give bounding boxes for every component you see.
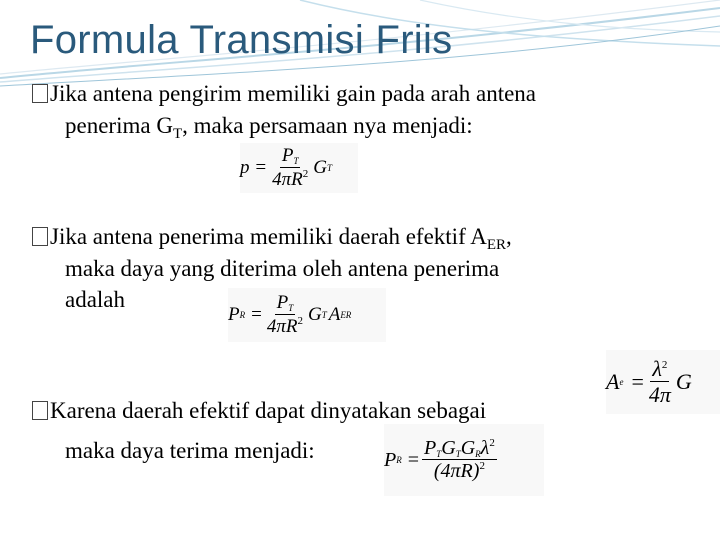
formula-2-lhs-sub: R <box>239 310 246 320</box>
formula-3-lhs: A <box>606 369 620 394</box>
formula-4-num-p: P <box>424 436 437 459</box>
formula-3-fraction <box>647 357 673 407</box>
bullet-3-line-2: maka daya terima menjadi: <box>65 438 315 463</box>
formula-1-tail-sub: T <box>326 163 332 173</box>
formula-3-tail: G <box>675 369 692 394</box>
formula-2-eq: = <box>251 304 262 325</box>
formula-1-lhs: p = <box>240 157 268 178</box>
formula-3-eq: = <box>631 369 644 394</box>
formula-4-lhs: P <box>384 448 397 471</box>
formula-3-lhs-sub: e <box>619 377 624 387</box>
formula-1-num: P <box>281 144 294 166</box>
formula-4-den: (4πR) <box>433 460 480 483</box>
bullet-1-line-1 <box>32 78 536 110</box>
bullet-1-text: Jika antena pengirim memiliki gain pada arah antena <box>50 81 537 106</box>
formula-2-tail-2: A <box>328 304 341 325</box>
formula-2 <box>228 288 386 342</box>
formula-4-eq: = <box>407 448 419 471</box>
bullet-2-line-2: maka daya yang diterima oleh antena penerima <box>65 256 500 281</box>
formula-4-den-sup: 2 <box>479 460 485 473</box>
formula-2-tail-1: G <box>307 304 322 325</box>
formula-4 <box>384 424 544 496</box>
bullet-1-sub: T <box>172 126 183 142</box>
bullet-2-line-3: adalah <box>65 287 126 312</box>
formula-4-num-sub-3: R <box>475 448 481 459</box>
bullet-1-text-post: , maka persamaan nya menjadi: <box>182 113 473 138</box>
bullet-2-text-post: , <box>506 224 512 249</box>
formula-4-num-g-2: G <box>460 436 476 459</box>
bullet-3-line-1 <box>32 395 486 427</box>
box-bullet-icon <box>32 227 48 246</box>
formula-3-den: 4π <box>648 381 671 407</box>
formula-3 <box>606 350 720 414</box>
formula-2-fraction <box>265 293 305 338</box>
formula-1-tail: G <box>313 157 327 178</box>
formula-1-fraction <box>270 146 310 191</box>
box-bullet-icon <box>32 84 48 103</box>
formula-4-lhs-sub: R <box>396 455 402 465</box>
formula-1-den: 4πR <box>272 168 303 190</box>
formula-3-num: λ <box>652 355 662 381</box>
bullet-2-sub: ER <box>486 237 506 253</box>
formula-1 <box>240 143 358 193</box>
bullet-3-text: Karena daerah efektif dapat dinyatakan sebagai <box>50 398 487 423</box>
formula-2-tail-1-sub: T <box>321 310 327 320</box>
slide-title: Formula Transmisi Friis <box>30 18 453 62</box>
formula-2-den-sup: 2 <box>297 314 303 327</box>
box-bullet-icon <box>32 401 48 420</box>
formula-2-lhs: P <box>228 304 240 325</box>
formula-3-num-sup: 2 <box>661 358 668 371</box>
formula-4-num-sub-1: T <box>436 448 442 459</box>
formula-1-den-sup: 2 <box>302 167 309 180</box>
formula-2-num-sub: T <box>288 302 294 313</box>
formula-2-tail-2-sub: ER <box>340 310 352 320</box>
formula-4-num-sup: 2 <box>489 436 495 449</box>
formula-4-num-lambda: λ <box>480 436 490 459</box>
bullet-1-text-pre: penerima G <box>65 113 173 138</box>
formula-1-num-sub: T <box>293 155 299 166</box>
formula-4-num-g-1: G <box>441 436 456 459</box>
formula-4-num-sub-2: T <box>455 448 461 459</box>
bullet-2-text-pre: Jika antena penerima memiliki daerah efektif A <box>50 224 487 249</box>
formula-4-fraction <box>422 437 497 484</box>
formula-2-den: 4πR <box>266 315 298 337</box>
formula-2-num: P <box>276 291 289 313</box>
